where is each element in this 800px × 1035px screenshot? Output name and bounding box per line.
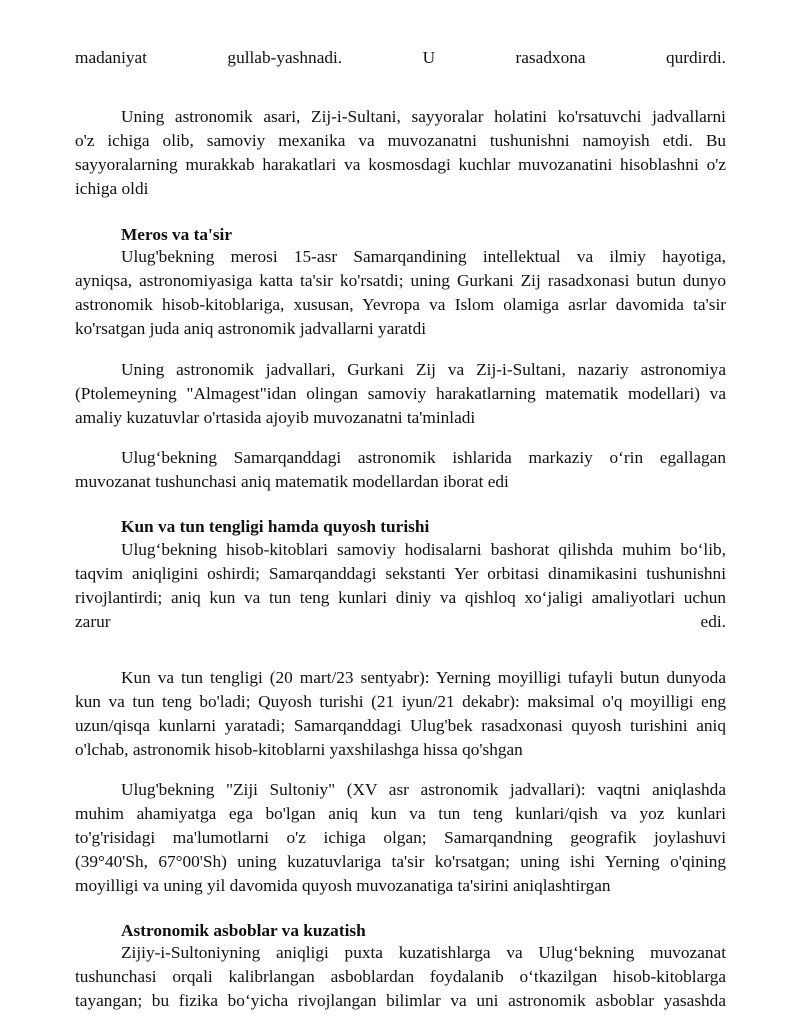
text-line: madaniyat gullab-yashnadi. U rasadxona qurdirdi. [75,48,726,67]
text-line: tayangan; bu fizika bo‘yicha rivojlangan bilimlar va uni astronomik asboblar yasashda [75,991,726,1010]
text-line: astronomik hisob-kitoblariga, xususan, Yevropa va Islom olamiga asrlar davomida ta'sir [75,295,726,314]
text-line: ichiga oldi [75,179,149,198]
section-heading-instruments: Astronomik asboblar va kuzatish [121,921,366,940]
text-line: sayyoralarning murakkab harakatlari va kosmosdagi kuchlar muvozanatini hisoblashni o'z [75,155,726,174]
section-heading-equinox: Kun va tun tengligi hamda quyosh turishi [121,517,430,536]
text-line: tushunchasi orqali kalibrlangan asboblardan foydalanib o‘tkazilgan hisob-kitoblarga [75,967,726,986]
text-line: uzun/qisqa kunlarni yaratadi; Samarqanddagi Ulug'bek rasadxonasi quyosh turishini aniq [75,716,726,735]
text-line: Ulug'bekning merosi 15-asr Samarqandining intellektual va ilmiy hayotiga, [121,247,726,266]
text-line: ko'rsatgan juda aniq astronomik jadvallarni yaratdi [75,319,427,338]
text-line: Ulug‘bekning Samarqanddagi astronomik ishlarida markaziy o‘rin egallagan [121,448,726,467]
text-line: muhim ahamiyatga ega bo'lgan aniq kun va tun teng kunlari/qish va yoz kunlari [75,804,726,823]
text-line: taqvim aniqligini oshirdi; Samarqanddagi sekstanti Yer orbitasi dinamikasini tushunishni [75,564,726,583]
text-line: zarur edi. [75,612,726,631]
text-line: o'z ichiga olib, samoviy mexanika va muvozanatni tushunishni namoyish etdi. Bu [75,131,726,150]
section-heading-legacy: Meros va ta'sir [121,225,233,244]
text-line: kun va tun teng bo'ladi; Quyosh turishi (21 iyun/21 dekabr): maksimal o'q moyilligi eng [75,692,726,711]
text-line: o'lchab, astronomik hisob-kitoblarni yaxshilashga hissa qo'shgan [75,740,523,759]
text-line: Zijiy-i-Sultoniyning aniqligi puxta kuzatishlarga va Ulug‘bekning muvozanat [121,943,726,962]
text-line: moyilligi va uning yil davomida quyosh muvozanatiga ta'sirini aniqlashtirgan [75,876,611,895]
text-line: Ulug‘bekning hisob-kitoblari samoviy hodisalarni bashorat qilishda muhim bo‘lib, [121,540,726,559]
text-line: (Ptolemeyning "Almagest"idan olingan samoviy harakatlarning matematik modellari) va [75,384,726,403]
text-line: Ulug'bekning "Ziji Sultoniy" (XV asr astronomik jadvallari): vaqtni aniqlashda [121,780,726,799]
text-line: (39°40'Sh, 67°00'Sh) uning kuzatuvlariga ta'sir ko'rsatgan; uning ishi Yerning o'qining [75,852,726,871]
text-line: muvozanat tushunchasi aniq matematik modellardan iborat edi [75,472,509,491]
text-line: rivojlantirdi; aniq kun va tun teng kunlari diniy va qishloq xo‘jaligi amaliyotlari uchun [75,588,726,607]
text-line: ayniqsa, astronomiyasiga katta ta'sir ko'rsatdi; uning Gurkani Zij rasadxonasi butun dunyo [75,271,726,290]
text-line: amaliy kuzatuvlar o'rtasida ajoyib muvozanatni ta'minladi [75,408,476,427]
text-line: Uning astronomik asari, Zij-i-Sultani, sayyoralar holatini ko'rsatuvchi jadvallarni [121,107,726,126]
text-line: Kun va tun tengligi (20 mart/23 sentyabr): Yerning moyilligi tufayli butun dunyoda [121,668,726,687]
text-line: Uning astronomik jadvallari, Gurkani Zij va Zij-i-Sultani, nazariy astronomiya [121,360,726,379]
text-line: to'g'risidagi ma'lumotlarni o'z ichiga olgan; Samarqandning geografik joylashuvi [75,828,726,847]
